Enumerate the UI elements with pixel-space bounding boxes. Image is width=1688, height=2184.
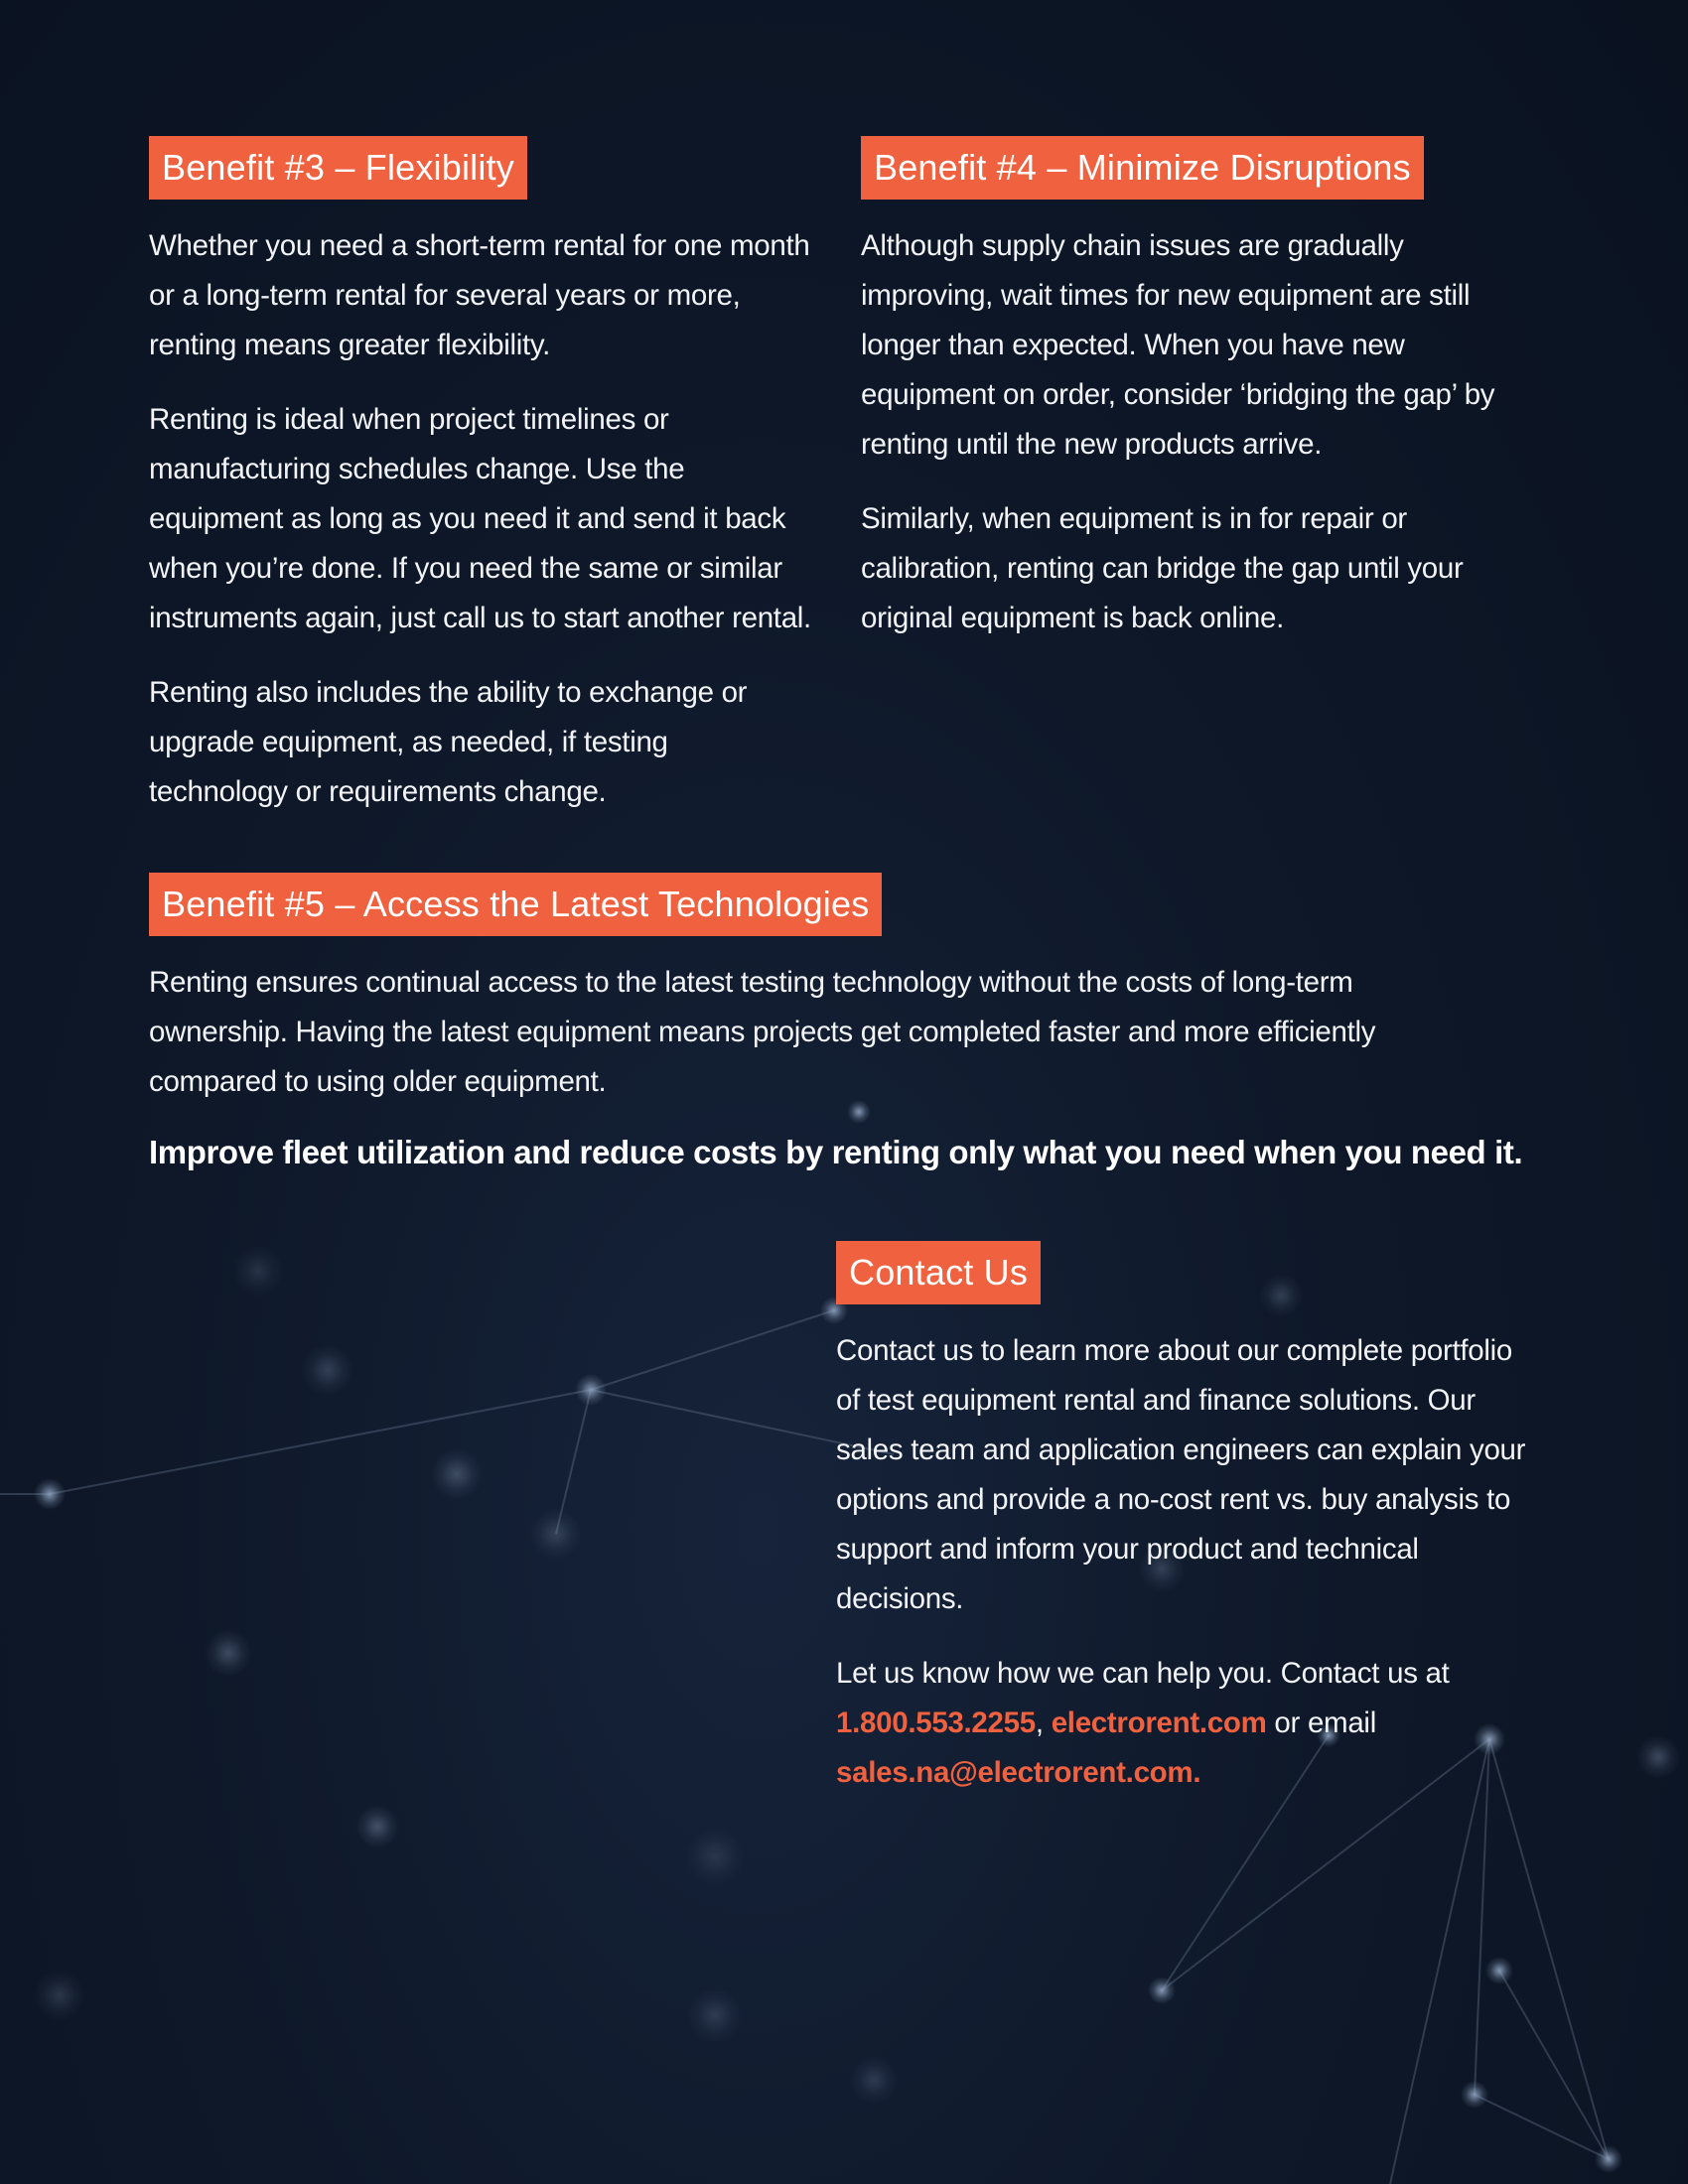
benefit-4-paragraph-2: Similarly, when equipment is in for repair or calibration, renting can bridge the gap until your original equipment is back online. — [861, 502, 1464, 634]
benefit-3-paragraph-1: Whether you need a short-term rental for one month or a long-term rental for several years or more, renting means greater flexibility. — [149, 229, 810, 361]
phone-link[interactable]: 1.800.553.2255 — [836, 1706, 1036, 1739]
benefit-5-section — [149, 873, 1579, 1132]
benefit-3-heading: Benefit #3 – Flexibility — [149, 136, 527, 200]
website-link[interactable]: electrorent.com — [1051, 1706, 1267, 1739]
benefit-3-section — [149, 136, 834, 842]
contact-comma: , — [1035, 1706, 1044, 1739]
contact-intro: Let us know how we can help you. Contact us at — [836, 1657, 1450, 1690]
contact-heading: Contact Us — [836, 1241, 1041, 1304]
benefit-3-paragraph-3: Renting also includes the ability to exchange or upgrade equipment, as needed, if testing technology or requirements change. — [149, 676, 748, 808]
contact-or-email: or email — [1274, 1706, 1376, 1739]
contact-section — [836, 1241, 1531, 1823]
tagline: Improve fleet utilization and reduce costs by renting only what you need when you need it. — [149, 1134, 1523, 1170]
contact-details — [836, 1649, 1521, 1798]
benefit-3-paragraph-2: Renting is ideal when project timelines or manufacturing schedules change. Use the equipment as long as you need it and send it back when you’re done. If you need the same or similar instruments again, just call us to start another rental. — [149, 403, 811, 634]
contact-paragraph: Contact us to learn more about our complete portfolio of test equipment rental and finance solutions. Our sales team and application engineers can explain your options and provide a no-cost rent vs. buy analysis to support and inform your product and technical decisions. — [836, 1334, 1526, 1615]
benefit-5-heading: Benefit #5 – Access the Latest Technologies — [149, 873, 882, 936]
benefit-5-paragraph: Renting ensures continual access to the latest testing technology without the costs of long-term ownership. Having the latest equipment means projects get completed faster and more efficiently compared to using older equipment. — [149, 966, 1376, 1098]
benefit-4-section — [861, 136, 1546, 668]
benefit-4-paragraph-1: Although supply chain issues are gradually improving, wait times for new equipment are still longer than expected. When you have new equipment on order, consider ‘bridging the gap’ by renting until the new products arrive. — [861, 229, 1495, 461]
email-link[interactable]: sales.na@electrorent.com. — [836, 1756, 1201, 1789]
benefit-4-heading: Benefit #4 – Minimize Disruptions — [861, 136, 1424, 200]
